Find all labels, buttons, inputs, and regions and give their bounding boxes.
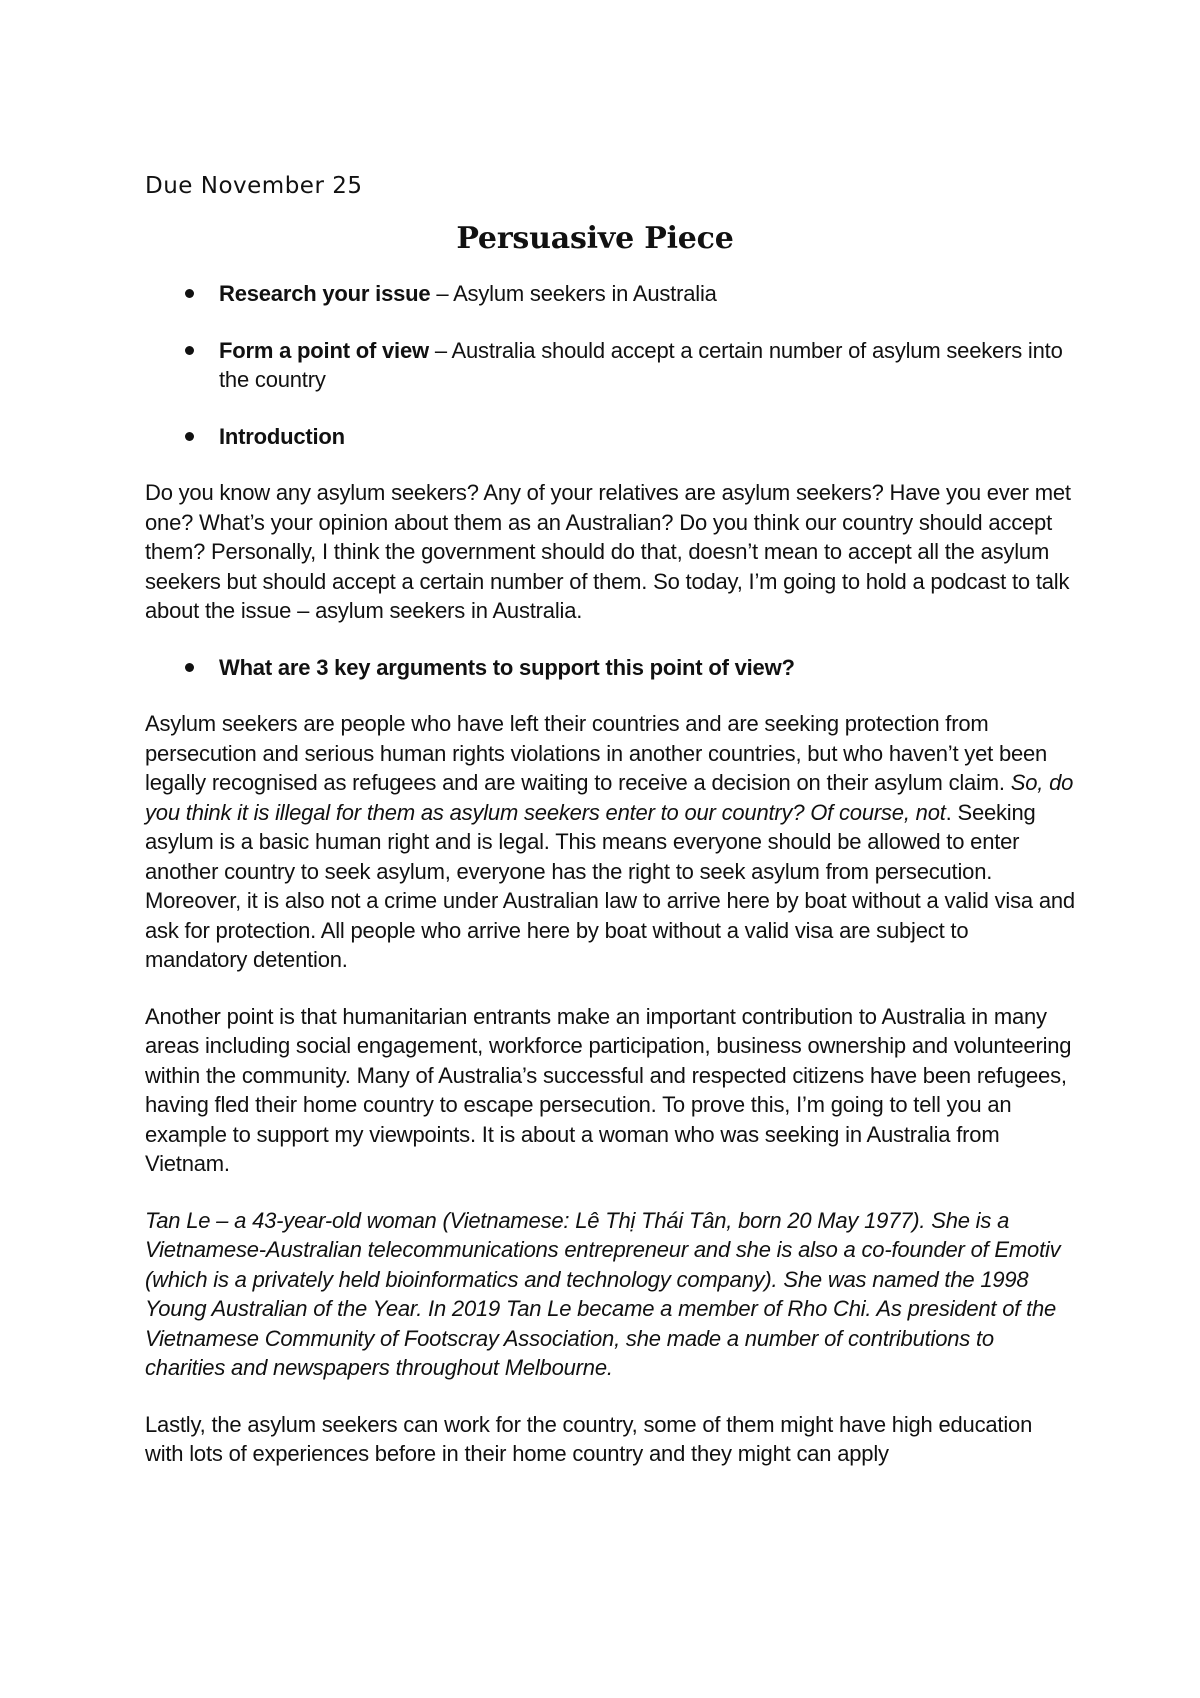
argument-one-text: Asylum seekers are people who have left their countries and are seeking protection from persecution and serious human rights violations in another countries, but who haven’t yet been legally recognised as refugees and are waiting to receive a decision on their asylum claim. [145, 711, 1048, 795]
bullet-arguments-heading [145, 653, 1075, 683]
arguments-heading: What are 3 key arguments to support this point of view? [219, 654, 795, 680]
page-title: Persuasive Piece [456, 220, 734, 256]
bullet-dot-icon [185, 663, 194, 672]
argument-one-paragraph [145, 709, 1075, 975]
bullet-text: – Australia should accept a certain number of asylum seekers into the country [219, 337, 1063, 392]
due-date: Due November 25 [145, 173, 363, 199]
argument-one-italic: So, do you think it is illegal for them as asylum seekers enter to our country? Of course, not [145, 770, 1074, 825]
bullet-label: Research your issue [219, 281, 431, 306]
bullet-label: Introduction [219, 423, 345, 449]
bullet-research-issue [145, 279, 1075, 309]
document-body [145, 172, 1075, 1496]
example-paragraph: Tan Le – a 43-year-old woman (Vietnamese: Lê Thị Thái Tân, born 20 May 1977). She is a Vietnamese-Australian telecommunications entrepreneur and she is also a co-founder of Emotiv (which is a privately held bioinformatics and technology company). She was named the 1998 Young Australian of the Year. In 2019 Tan Le became a member of Rho Chi. As president of the Vietnamese Community of Footscray Association, she made a number of contributions to charities and newspapers throughout Melbourne. [145, 1207, 1061, 1380]
bullet-dot-icon [185, 289, 194, 298]
bullet-label: Form a point of view [219, 337, 429, 363]
intro-paragraph: Do you know any asylum seekers? Any of your relatives are asylum seekers? Have you ever met one? What’s your opinion about them as an Australian? Do you think our country should accept them? Personally, I think the government should do that, doesn’t mean to accept all the asylum seekers but should accept a certain number of them. So today, I’m going to hold a podcast to talk about the issue – asylum seekers in Australia. [145, 480, 1071, 623]
bullet-dot-icon [185, 432, 194, 441]
bullet-point-of-view [145, 336, 1075, 395]
bullet-text: – Asylum seekers in Australia [430, 281, 717, 306]
argument-one-text-continued: . Seeking asylum is a basic human right and is legal. This means everyone should be allowed to enter another country to seek asylum, everyone has the right to seek asylum from persecution. Moreover, it is also not a crime under Australian law to arrive here by boat without a valid visa and ask for protection. All people who arrive here by boat without a valid visa are subject to mandatory detention. [145, 799, 1075, 972]
argument-two-paragraph: Another point is that humanitarian entrants make an important contribution to Australia in many areas including social engagement, workforce participation, business ownership and volunteering within the community. Many of Australia’s successful and respected citizens have been refugees, having fled their home country to escape persecution. To prove this, I’m going to tell you an example to support my viewpoints. It is about a woman who was seeking in Australia from Vietnam. [145, 1003, 1072, 1176]
bullet-dot-icon [185, 346, 194, 355]
argument-three-paragraph: Lastly, the asylum seekers can work for the country, some of them might have high education with lots of experiences before in their home country and they might can apply [145, 1411, 1033, 1466]
bullet-introduction [145, 422, 1075, 452]
